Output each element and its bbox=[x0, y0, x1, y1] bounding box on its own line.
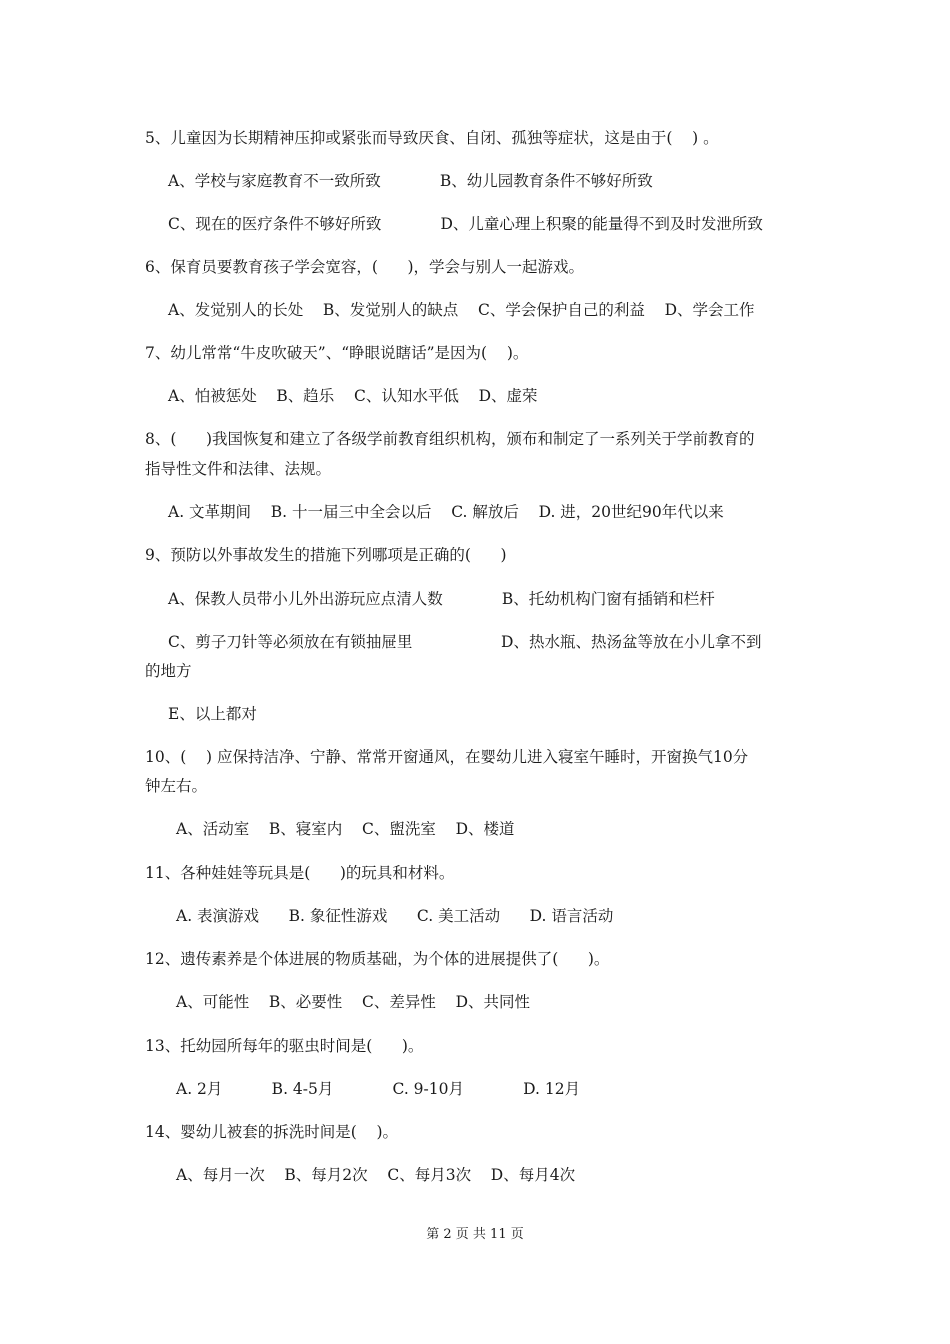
question-13-stem: 13、托幼园所每年的驱虫时间是( )。 bbox=[145, 1037, 424, 1055]
question-14-options-row-1: A、每月一次 B、每月2次 C、每月3次 D、每月4次 bbox=[176, 1166, 576, 1184]
question-10-stem-line-2: 钟左右。 bbox=[145, 777, 208, 795]
question-10-stem-line-1: 10、( ) 应保持洁净、宁静、常常开窗通风，在婴幼儿进入寝室午睡时，开窗换气10分 bbox=[145, 748, 749, 766]
question-12-stem: 12、遗传素养是个体进展的物质基础，为个体的进展提供了( )。 bbox=[145, 950, 610, 968]
question-8-stem-line-2: 指导性文件和法律、法规。 bbox=[145, 460, 332, 478]
question-8-stem-line-1: 8、( )我国恢复和建立了各级学前教育组织机构，颁布和制定了一系列关于学前教育的 bbox=[145, 430, 755, 448]
question-11-stem: 11、各种娃娃等玩具是( )的玩具和材料。 bbox=[145, 864, 455, 882]
question-5-stem: 5、儿童因为长期精神压抑或紧张而导致厌食、自闭、孤独等症状，这是由于( ) 。 bbox=[145, 129, 719, 147]
question-6-options-row-1: A、发觉别人的长处 B、发觉别人的缺点 C、学会保护自己的利益 D、学会工作 bbox=[168, 301, 755, 319]
question-11-options-row-1: A. 表演游戏 B. 象征性游戏 C. 美工活动 D. 语言活动 bbox=[176, 907, 614, 925]
question-9-options-row-1: A、保教人员带小儿外出游玩应点清人数 B、托幼机构门窗有插销和栏杆 bbox=[168, 590, 715, 608]
question-9-options-row-2: C、剪子刀针等必须放在有锁抽屉里 D、热水瓶、热汤盆等放在小儿拿不到 bbox=[168, 633, 762, 651]
question-9-options-row-3: E、以上都对 bbox=[168, 705, 257, 723]
question-14-stem: 14、婴幼儿被套的拆洗时间是( )。 bbox=[145, 1123, 399, 1141]
page-number-footer: 第 2 页 共 11 页 bbox=[426, 1227, 524, 1242]
question-10-options-row-1: A、活动室 B、寝室内 C、盥洗室 D、楼道 bbox=[176, 820, 515, 838]
question-8-options-row-1: A. 文革期间 B. 十一届三中全会以后 C. 解放后 D. 进，20世纪90年代以来 bbox=[168, 503, 724, 521]
question-5-options-row-1: A、学校与家庭教育不一致所致 B、幼儿园教育条件不够好所致 bbox=[168, 172, 653, 190]
question-5-options-row-2: C、现在的医疗条件不够好所致 D、儿童心理上积聚的能量得不到及时发泄所致 bbox=[168, 215, 763, 233]
question-9-options-row-2-continued: 的地方 bbox=[145, 662, 192, 680]
question-7-options-row-1: A、怕被惩处 B、趋乐 C、认知水平低 D、虚荣 bbox=[168, 387, 538, 405]
question-13-options-row-1: A. 2月 B. 4-5月 C. 9-10月 D. 12月 bbox=[176, 1080, 581, 1098]
question-9-stem: 9、预防以外事故发生的措施下列哪项是正确的( ) bbox=[145, 546, 507, 564]
question-12-options-row-1: A、可能性 B、必要性 C、差异性 D、共同性 bbox=[176, 993, 530, 1011]
question-7-stem: 7、幼儿常常“牛皮吹破天”、“睁眼说瞎话”是因为( )。 bbox=[145, 344, 529, 362]
question-6-stem: 6、保育员要教育孩子学会宽容，( )，学会与别人一起游戏。 bbox=[145, 258, 585, 276]
